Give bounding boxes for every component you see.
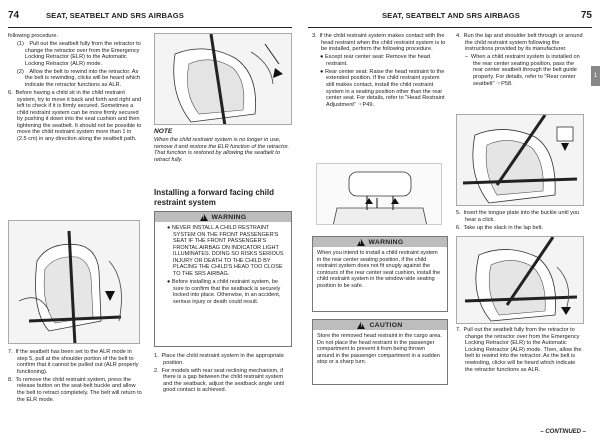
paragraph: following procedure. xyxy=(8,33,59,39)
bullet-text: Except rear center seat: Remove the head restraint. xyxy=(324,54,431,67)
step: 6. Before having a child sit in the child restraint system, try to move it back and forth and right and left to check if it is firmly secured. Sometimes a child restraint system can be more firmly secured by pushing it down into the seat cushion and then tightening the seatbelt. It should not be possible to move the child restraint system more than 1 in (2.5 cm) in any direction along the seatbelt path. xyxy=(8,89,142,143)
caution-icon: ! xyxy=(357,322,365,329)
warning-icon: ! xyxy=(200,214,208,221)
warning-box xyxy=(312,236,448,312)
step: 5. Insert the tongue plate into the buckle until you hear a click. xyxy=(456,210,580,223)
right-col2-text xyxy=(456,33,584,89)
warning-header xyxy=(313,237,447,247)
left-col2-steps xyxy=(154,353,292,395)
step: 7. Pull out the seatbelt fully from the retractor to change the retractor over from the Emergency Locking Retractor (ELR) to the Automatic Locking Retractor (ALR) mode. Then, allow the belt to rewind into the retractor. As the belt is rewinding, clicks will be heard which indicate the retractor functions as ALR. xyxy=(456,327,582,373)
step: 4. Run the lap and shoulder belt through or around the child restraint system following the instructions provided by its manufacturer. xyxy=(456,33,583,53)
warning-body xyxy=(155,222,291,308)
page-header-title: SEAT, SEATBELT AND SRS AIRBAGS xyxy=(382,11,520,20)
warning-item: ● Before installing a child restraint system, be sure to confirm that the seatback is securely locked into place. Otherwise, in an accident, serious injury or death could result. xyxy=(167,279,281,305)
bullet-item: ● Except rear center seat: Remove the head restraint. xyxy=(320,54,431,67)
warning-title: WARNING xyxy=(368,238,404,246)
head-restraint-illustration xyxy=(316,163,442,225)
warning-header xyxy=(155,212,291,222)
section-heading-block xyxy=(154,188,292,208)
page-header-title: SEAT, SEATBELT AND SRS AIRBAGS xyxy=(46,11,184,20)
page-number: 74 xyxy=(8,10,20,21)
warning-title: WARNING xyxy=(211,213,247,221)
right-col2-steps56 xyxy=(456,210,584,233)
page-header xyxy=(8,6,292,28)
step: 7. If the seatbelt has been set to the ALR mode in step 5, pull at the shoulder portion of the belt to confirm that it cannot be pulled out (ALR properly functioning). xyxy=(8,349,139,375)
belt-routing-illustration xyxy=(456,114,584,206)
warning-item-text: NEVER INSTALL A CHILD RESTRAINT SYSTEM ON THE FRONT PASSENGER'S SEAT IF THE FRONT PASSENGER'S FRONTAL AIRBAG ON INDICATOR LIGHT ILLUMINATES. DOING SO RISKS SERIOUS INJURY OR DEATH TO THE CHILD BY PLACING THE CHILD'S HEAD TOO CLOSE TO THE SRS AIRBAG. xyxy=(171,225,284,277)
section-tab: 1 xyxy=(591,66,600,86)
bullet-item: ● Rear center seat: Raise the head restraint to the extended position. If the child restraint system still makes contact, install the child restraint system in a seating position other than the rear center seat. For details, refer to "Head Restraint Adjustment" ☞P49. xyxy=(320,68,445,108)
note-title: NOTE xyxy=(154,128,173,135)
section-title: Installing a forward facing child restraint system xyxy=(154,188,275,207)
substep: (2) Allow the belt to rewind into the retractor. As the belt is rewinding, clicks will be heard which indicate the retractor functions as ALR. xyxy=(17,68,141,88)
child-seat-drawing xyxy=(9,221,140,344)
page-header xyxy=(308,6,592,28)
belt-routing-drawing xyxy=(457,115,584,206)
warning-box xyxy=(154,211,292,347)
lap-belt-drawing xyxy=(457,237,584,324)
warning-item-text: Before installing a child restraint system, be sure to confirm that the seatback is securely locked into place. Otherwise, in an accident, serious injury or death could result. xyxy=(171,279,281,305)
right-page xyxy=(300,0,600,447)
caution-title: CAUTION xyxy=(369,321,403,329)
caution-header xyxy=(313,320,447,330)
note-block xyxy=(154,129,292,165)
caution-box xyxy=(312,319,448,385)
warning-item: ● NEVER INSTALL A CHILD RESTRAINT SYSTEM ON THE FRONT PASSENGER'S SEAT IF THE FRONT PASSENGER'S FRONTAL AIRBAG ON INDICATOR LIGHT ILLUMINATES. DOING SO RISKS SERIOUS INJURY OR DEATH TO THE CHILD BY PLACING THE CHILD'S HEAD TOO CLOSE TO THE SRS AIRBAG. xyxy=(167,225,284,277)
substep: (1) Pull out the seatbelt fully from the retractor to change the retractor over from the Emergency Locking Retractor (ELR) to the Automatic Locking Retractor (ALR) mode. xyxy=(17,40,141,67)
continued-label: – CONTINUED – xyxy=(540,429,586,435)
note-text: When the child restraint system is no longer in use, remove it and restore the ELR function of the retractor. That function is restored by allowing the seatbelt to retract fully. xyxy=(154,136,290,163)
right-col1-text xyxy=(312,33,448,110)
dash-item: – When a child restraint system is installed on the rear center seating position, pass the rear center seatbelt through the belt guide properly. For details, refer to "Rear center seatbelt" ☞P58. xyxy=(465,54,580,87)
lap-belt-illustration xyxy=(456,236,584,324)
bullet-text: Rear center seat: Raise the head restraint to the extended position. If the child restraint system still makes contact, install the child restraint system in a seating position other than the rear center seat. For details, refer to "Head Restraint Adjustment" ☞P49. xyxy=(324,68,445,108)
step: 3. If the child restraint system makes contact with the head restraint when the child restraint system is to be installed, perform the following procedure. xyxy=(312,33,446,53)
page-number: 75 xyxy=(580,10,592,21)
left-col1-bottom-text xyxy=(8,349,142,405)
warning-body: When you intend to install a child restraint system in the rear center seating position, if the child restraint system does not fit snugly against the contours of the rear center seat cushion, install the child restraint system in the window-side seating position to be safe. xyxy=(313,247,447,292)
warning-icon: ! xyxy=(357,239,365,246)
child-seat-illustration xyxy=(8,220,140,344)
retractor-illustration xyxy=(154,33,292,125)
step: 8. To remove the child restraint system, press the release button on the seat-belt buckle and allow the belt to retract completely. The belt will return to the ELR mode. xyxy=(8,376,142,403)
step: 2. For models with rear seat reclining mechanism, if there is a gap between the child restraint system and the seatback, adjust the seatback angle until good contact is achieved. xyxy=(154,367,284,394)
right-col2-step7 xyxy=(456,327,584,375)
retractor-drawing xyxy=(155,34,292,125)
step: 1. Place the child restraint system in the appropriate position. xyxy=(154,353,284,366)
step: 6. Take up the slack in the lap belt. xyxy=(456,224,544,231)
caution-body: Store the removed head restraint in the cargo area. Do not place the head restraint in the passenger compartment to prevent it from being thrown around in the passenger compartment in a sudden stop or a sharp turn. xyxy=(313,330,447,369)
left-col1-text xyxy=(8,33,142,144)
head-restraint-drawing xyxy=(317,164,442,225)
